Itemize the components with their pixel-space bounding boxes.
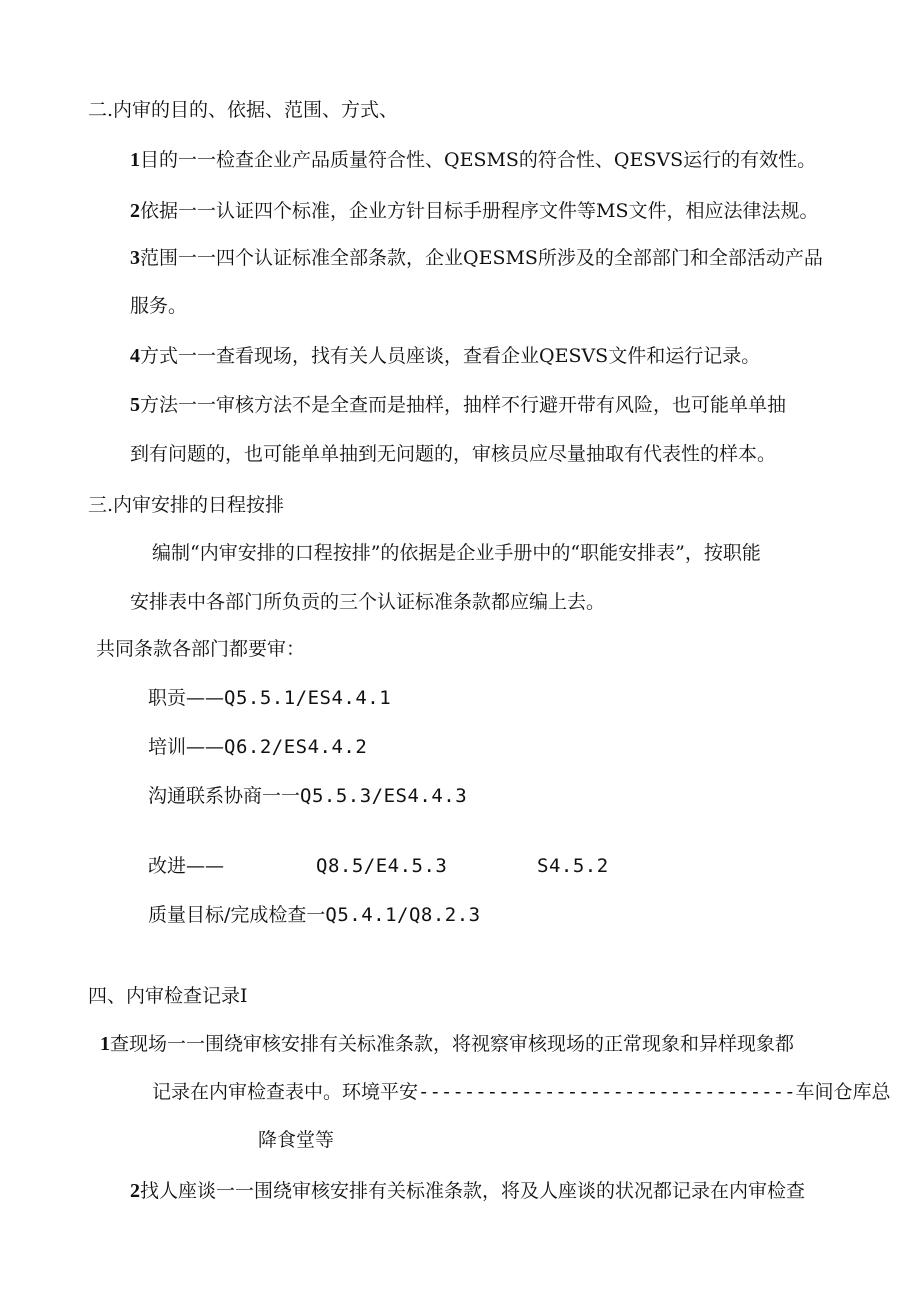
section-3-heading: 三.内审安排的日程按排 xyxy=(88,494,285,516)
line-end: 车间仓库总 xyxy=(795,1081,891,1103)
item-number: 5 xyxy=(130,394,140,416)
line-text: 记录在内审检查表中。环境平安 xyxy=(152,1081,419,1103)
item-text: 依据一一认证四个标准，企业方针目标手册程序文件等MS文件，相应法律法规。 xyxy=(140,200,819,222)
clause-row xyxy=(148,734,367,760)
sec2-item-3-cont: 服务。 xyxy=(130,295,188,317)
clause-code-extra: S4.5.2 xyxy=(537,855,609,877)
item-number: 2 xyxy=(130,1180,140,1202)
sec2-item-2 xyxy=(130,198,818,224)
sec2-item-4 xyxy=(130,343,760,369)
item-number: 1 xyxy=(100,1033,110,1055)
clause-code: Q5.5.1/ES4.4.1 xyxy=(224,687,392,709)
clause-code: Q8.5/E4.5.3 xyxy=(316,855,448,877)
section-4-heading: 四、内审检查记录I xyxy=(88,985,248,1007)
clause-label: 质量目标/完成检查一 xyxy=(148,904,326,926)
section-2-heading: 二.内审的目的、依据、范围、方式、 xyxy=(88,99,399,121)
clause-code: Q5.5.3/ES4.4.3 xyxy=(300,785,468,807)
clause-row xyxy=(148,685,391,711)
sec2-item-1 xyxy=(130,147,816,173)
clause-row xyxy=(148,902,481,928)
clause-row xyxy=(148,783,467,809)
sec2-item-5-cont: 到有问题的，也可能单单抽到无问题的，审核员应尽量抽取有代表性的样本。 xyxy=(130,443,777,465)
sec4-item-1-line-2 xyxy=(152,1079,891,1105)
item-text: 方式一一查看现场，找有关人员座谈，查看企业QESVS文件和运行记录。 xyxy=(140,345,761,367)
sec4-item-1-line-3: 降食堂等 xyxy=(258,1129,335,1151)
clause-label: 培训—— xyxy=(148,736,225,758)
sec3-paragraph-line-1: 编制“内审安排的口程按排”的依据是企业手册中的“职能安排表”，按职能 xyxy=(152,542,761,564)
sec3-paragraph-line-2: 安排表中各部门所负贡的三个认证标准条款都应编上去。 xyxy=(130,591,606,613)
item-text: 范围一一四个认证标准全部条款，企业QESMS所涉及的全部部门和全部活动产品 xyxy=(140,247,823,269)
dash-leader: --------------------------------- xyxy=(418,1081,796,1103)
sec4-item-1 xyxy=(100,1031,794,1057)
item-text: 方法一一审核方法不是全查而是抽样，抽样不行避开带有风险，也可能单单抽 xyxy=(140,394,787,416)
item-number: 3 xyxy=(130,247,140,269)
clause-label: 沟通联系协商一一 xyxy=(148,785,301,807)
clause-code: Q5.4.1/Q8.2.3 xyxy=(325,904,481,926)
sec4-item-2 xyxy=(130,1178,805,1204)
clause-code: Q6.2/ES4.4.2 xyxy=(224,736,368,758)
clause-label: 职贡—— xyxy=(148,687,225,709)
item-text: 找人座谈一一围绕审核安排有关标准条款，将及人座谈的状况都记录在内审检查 xyxy=(140,1180,806,1202)
clause-row-improve-label: 改进—— xyxy=(148,855,225,877)
common-clauses-label: 共同条款各部门都要审： xyxy=(96,638,306,660)
item-number: 1 xyxy=(130,149,140,171)
item-number: 4 xyxy=(130,345,140,367)
sec2-item-3 xyxy=(130,245,823,271)
item-number: 2 xyxy=(130,200,140,222)
item-text: 查现场一一围绕审核安排有关标准条款，将视察审核现场的正常现象和异样现象都 xyxy=(110,1033,795,1055)
item-text: 目的一一检查企业产品质量符合性、QESMS的符合性、QESVS运行的有效性。 xyxy=(140,149,817,171)
sec2-item-5 xyxy=(130,392,786,418)
